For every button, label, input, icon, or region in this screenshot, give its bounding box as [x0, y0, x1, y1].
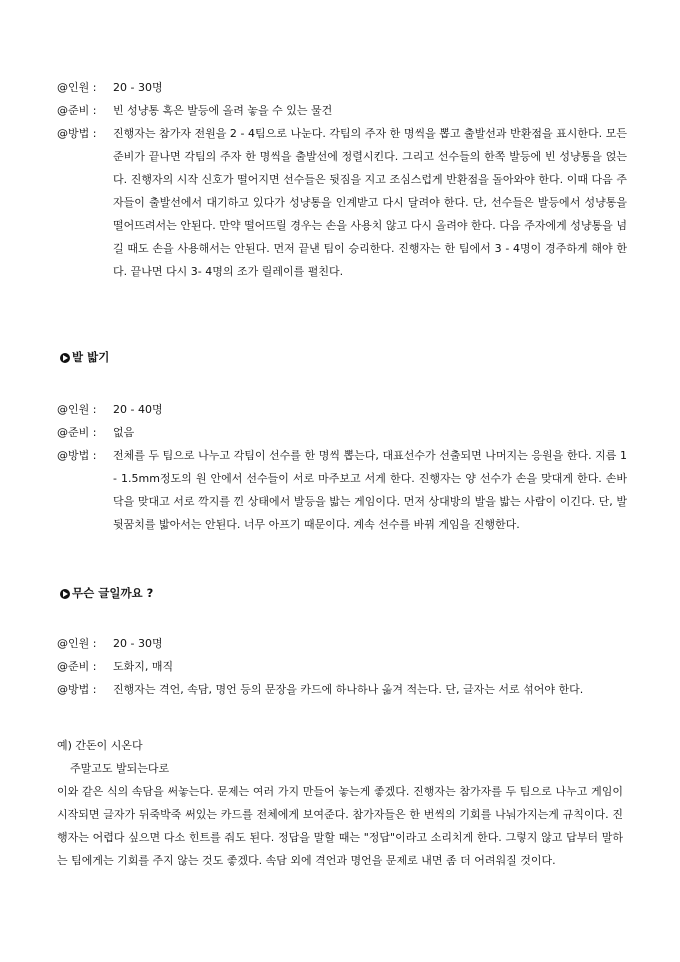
section-title: 무슨 글일까요 ?	[72, 586, 154, 600]
people-row	[57, 632, 627, 655]
section-relay	[57, 76, 627, 283]
people-value: 20 - 30명	[113, 81, 163, 94]
prep-row	[57, 421, 627, 444]
prep-label: @준비 :	[57, 426, 97, 439]
example-line: 주말고도 발되는다로	[70, 762, 170, 775]
method-row	[57, 678, 627, 701]
people-value: 20 - 30명	[113, 637, 163, 650]
people-label: @인원 :	[57, 637, 97, 650]
people-row	[57, 76, 627, 99]
people-row	[57, 398, 627, 421]
people-value: 20 - 40명	[113, 403, 163, 416]
bullet-arrow-icon	[60, 353, 70, 363]
prep-row	[57, 655, 627, 678]
method-row	[57, 444, 627, 536]
example-label: 예) 간돈이 시온다	[57, 739, 143, 752]
prep-value: 빈 성냥통 혹은 발등에 올려 놓을 수 있는 물건	[113, 104, 333, 117]
method-label: @방법 :	[57, 449, 97, 462]
example-block	[57, 734, 623, 872]
people-label: @인원 :	[57, 403, 97, 416]
prep-label: @준비 :	[57, 104, 97, 117]
method-value: 진행자는 격언, 속담, 명언 등의 문장을 카드에 하나하나 옮겨 적는다. 단, 글자는 서로 섞어야 한다.	[113, 683, 584, 696]
body-paragraph: 이와 같은 식의 속담을 써놓는다. 문제는 여러 가지 만들어 놓는게 좋겠다. 진행자는 참가자를 두 팀으로 나누고 게임이 시작되면 글자가 뒤죽박죽 써있는 카드를 전체에게 보여준다. 참가자들은 한 번씩의 기회를 나눠가지는게 규칙이다. 진행자는 어렵다 싶으면 다소 힌트를 줘도 된다. 정답을 말할 때는 "정답"이라고 소리치게 한다. 그렇지 않고 답부터 말하는 팀에게는 기회를 주지 않는 것도 좋겠다. 속담 외에 격언과 명언을 문제로 내면 좀 더 어려워질 것이다.	[57, 785, 623, 867]
bullet-arrow-icon	[60, 589, 70, 599]
prep-label: @준비 :	[57, 660, 97, 673]
method-value: 진행자는 참가자 전원을 2 - 4팀으로 나눈다. 각팀의 주자 한 명씩을 뽑고 출발선과 반환점을 표시한다. 모든 준비가 끝나면 각팀의 주자 한 명씩을 출발선에 정렬시킨다. 그리고 선수들의 한쪽 발등에 빈 성냥통을 얹는다. 진행자의 시작 신호가 떨어지면 선수들은 뒷짐을 지고 조심스럽게 반환점을 돌아와야 한다. 이때 다음 주자들이 출발선에서 대기하고 있다가 성냥통을 인계받고 다시 달려야 한다. 단, 선수들은 발등에서 성냥통을 떨어뜨려서는 안된다. 만약 떨어뜨릴 경우는 손을 사용치 않고 다시 올려야 한다. 다음 주자에게 성냥통을 넘길 때도 손을 사용해서는 안된다. 먼저 끝낸 팀이 승리한다. 진행자는 한 팀에서 3 - 4명이 경주하게 해야 한다. 끝나면 다시 3- 4명의 조가 릴레이를 펼친다.	[113, 127, 627, 278]
method-label: @방법 :	[57, 683, 97, 696]
prep-value: 없음	[113, 426, 135, 439]
method-value: 전체를 두 팀으로 나누고 각팀이 선수를 한 명씩 뽑는다, 대표선수가 선출되면 나머지는 응원을 한다. 지름 1 - 1.5mm정도의 원 안에서 선수들이 서로 마주보고 서게 한다. 진행자는 양 선수가 손을 맞대게 한다. 손바닥을 맞대고 서로 깍지를 낀 상태에서 발등을 밟는 게임이다. 먼저 상대방의 발을 밟는 사람이 이긴다. 단, 발 뒷꿈치를 밟아서는 안된다. 너무 아프기 때문이다. 계속 선수를 바꿔 게임을 진행한다.	[113, 449, 627, 531]
section-guess-word	[57, 632, 627, 701]
method-label: @방법 :	[57, 127, 97, 140]
method-row	[57, 122, 627, 283]
prep-value: 도화지, 매직	[113, 660, 174, 673]
section-heading-foot-stomp	[60, 346, 109, 369]
prep-row	[57, 99, 627, 122]
people-label: @인원 :	[57, 81, 97, 94]
section-title: 발 밟기	[72, 350, 110, 364]
section-foot-stomp	[57, 398, 627, 536]
section-heading-guess-word	[60, 582, 153, 605]
